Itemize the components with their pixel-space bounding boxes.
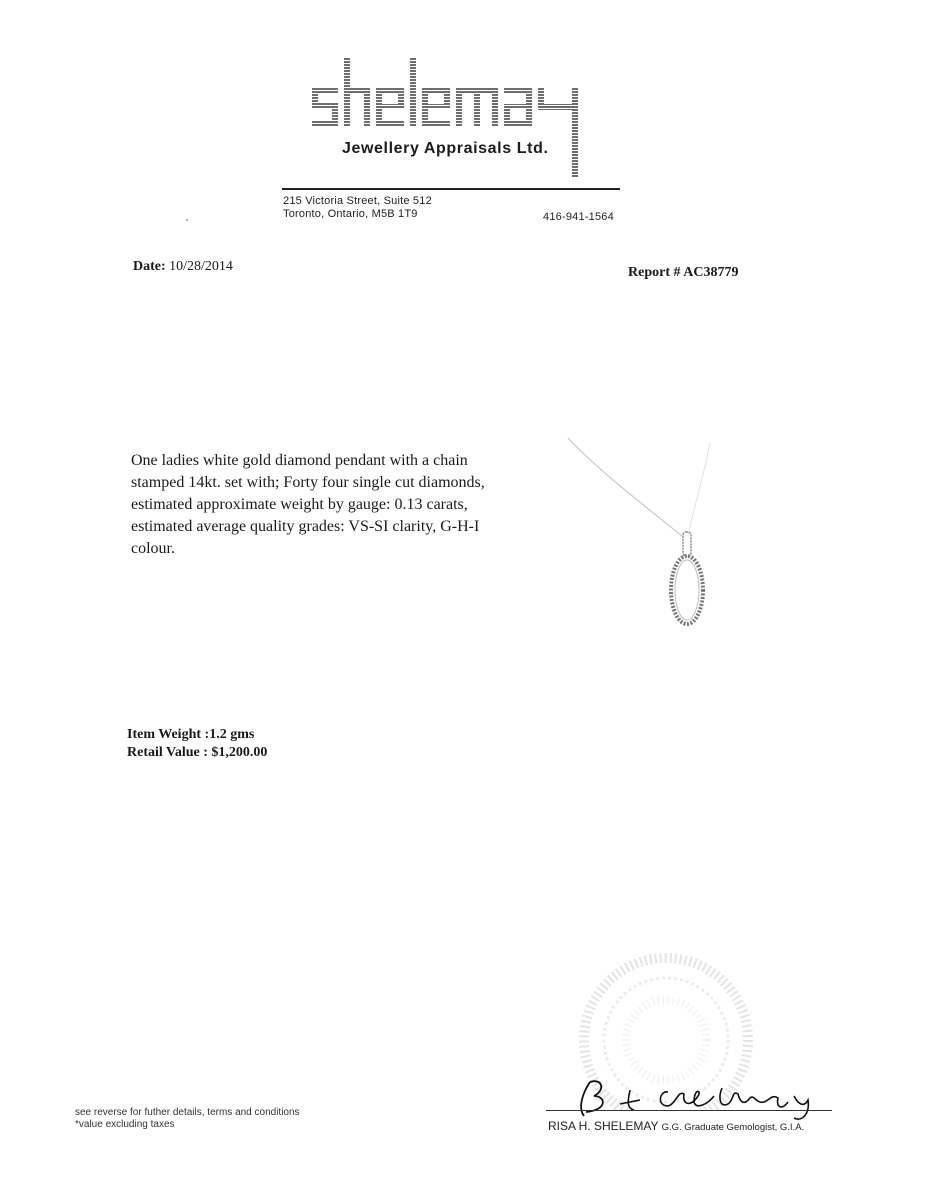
date-label: Date: (133, 259, 166, 274)
report-label: Report # (628, 265, 681, 280)
footer-tax-note: *value excluding taxes (75, 1119, 175, 1130)
header-divider (282, 188, 620, 190)
report-number: AC38779 (683, 265, 739, 280)
report-number-line (628, 265, 738, 281)
item-description: One ladies white gold diamond pendant with a chain stamped 14kt. set with; Forty four single cut diamonds, estimated approximate weight by gauge: 0.13 carats, estimated average quality grades: VS-SI clarity, G-H-I colour. (131, 452, 485, 557)
retail-value (127, 745, 267, 761)
signature (572, 1074, 842, 1124)
company-logo (310, 58, 594, 178)
value-label: Retail Value : (127, 745, 208, 760)
company-phone: 416-941-1564 (543, 211, 614, 223)
date-value: 10/28/2014 (169, 259, 233, 274)
footer-terms-note: see reverse for futher details, terms and conditions (75, 1107, 300, 1118)
appraiser-credentials: G.G. Graduate Gemologist, G.I.A. (661, 1122, 805, 1133)
appraiser-credit (548, 1119, 804, 1133)
value-amount: $1,200.00 (211, 745, 268, 760)
appraiser-name: RISA H. SHELEMAY (548, 1119, 659, 1133)
address-city: Toronto, Ontario, M5B 1T9 (283, 208, 418, 220)
weight-label: Item Weight : (127, 727, 210, 742)
company-name: Jewellery Appraisals Ltd. (342, 140, 549, 157)
date-line (133, 259, 233, 275)
weight-value: 1.2 gms (209, 727, 255, 742)
scan-speck (186, 219, 188, 221)
pendant-photo (560, 432, 730, 662)
item-weight (127, 727, 254, 743)
address-street: 215 Victoria Street, Suite 512 (283, 195, 432, 207)
signature-line (546, 1110, 832, 1111)
